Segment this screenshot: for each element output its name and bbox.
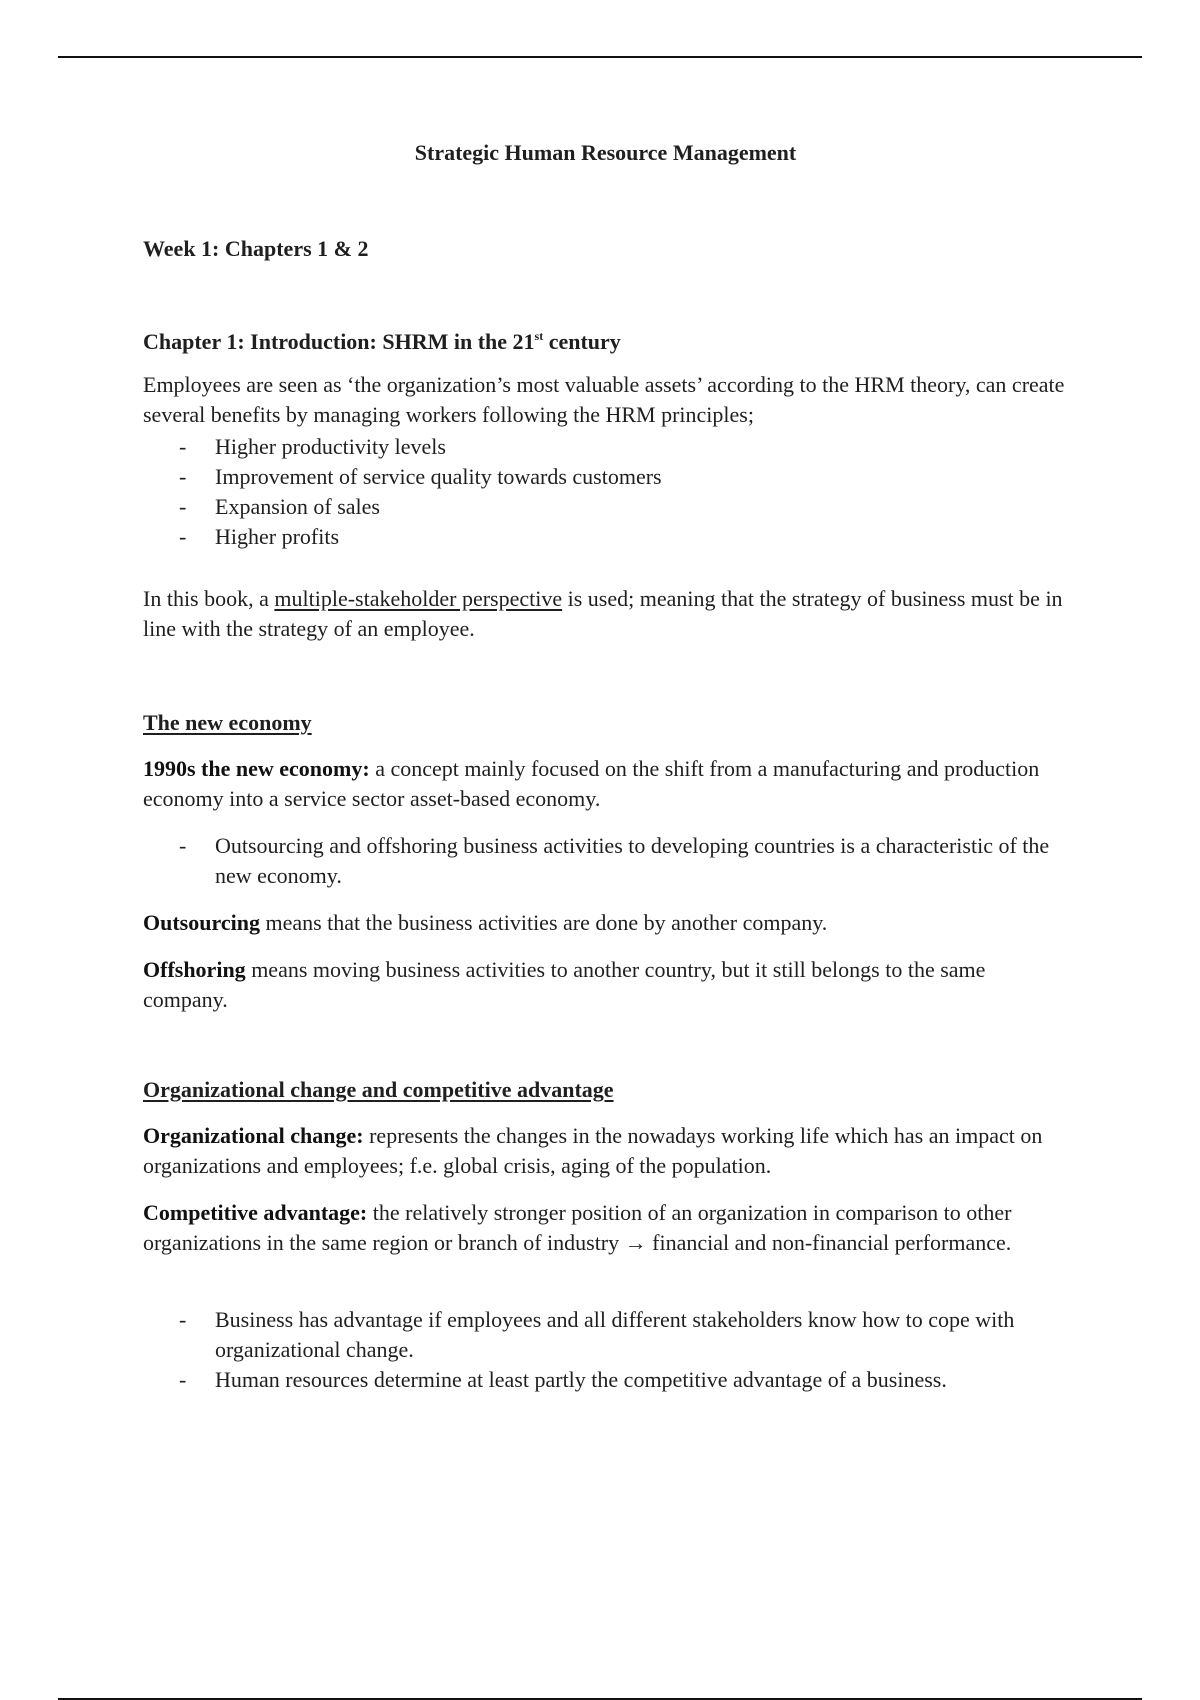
dash-bullet: - xyxy=(179,833,187,858)
org-change-text: represents the changes in the nowadays working life which has an impact on organizations and employees; f.e. global crisis, aging of the population. xyxy=(143,1123,1043,1178)
list-item xyxy=(143,462,1068,492)
list-item-text: Expansion of sales xyxy=(215,494,380,519)
chapter-1-title-text: Chapter 1: Introduction: SHRM in the 21 xyxy=(143,329,535,354)
new-economy-heading: The new economy xyxy=(143,710,312,735)
offshoring-text: means moving business activities to another country, but it still belongs to the same company. xyxy=(143,957,986,1012)
perspective-text-start: In this book, a xyxy=(143,586,275,611)
intro-paragraph: Employees are seen as ‘the organization’s most valuable assets’ according to the HRM theory, can create several benefits by managing workers following the HRM principles; xyxy=(143,372,1065,427)
offshoring-paragraph xyxy=(143,955,1068,1015)
new-economy-definition xyxy=(143,754,1068,814)
list-item xyxy=(143,1365,1068,1395)
new-economy-term: 1990s the new economy: xyxy=(143,756,370,781)
outsourcing-term: Outsourcing xyxy=(143,910,260,935)
list-item-text: Business has advantage if employees and all different stakeholders know how to cope with organizational change. xyxy=(215,1307,1015,1362)
dash-bullet: - xyxy=(179,494,187,519)
dash-bullet: - xyxy=(179,1367,187,1392)
perspective-text-end: is used; meaning that the strategy of business must be in line with the strategy of an employee. xyxy=(143,586,1063,641)
outsourcing-paragraph xyxy=(143,908,1068,938)
list-item-text: Human resources determine at least partly the competitive advantage of a business. xyxy=(215,1367,947,1392)
org-change-list xyxy=(143,1305,1068,1395)
perspective-term: multiple-stakeholder perspective xyxy=(274,586,563,611)
list-item-text: Outsourcing and offshoring business activities to developing countries is a characteristic of the new economy. xyxy=(215,833,1050,888)
new-economy-definition-text: a concept mainly focused on the shift from a manufacturing and production economy into a service sector asset-based economy. xyxy=(143,756,1040,811)
chapter-1-title-suffix: century xyxy=(543,329,621,354)
list-item-text: Improvement of service quality towards customers xyxy=(215,464,662,489)
competitive-advantage-text: the relatively stronger position of an organization in comparison to other organizations in the same region or branch of industry → financial and non-financial performance. xyxy=(143,1200,1012,1255)
org-change-term: Organizational change: xyxy=(143,1123,364,1148)
document-page xyxy=(143,138,1068,1392)
org-change-heading: Organizational change and competitive advantage xyxy=(143,1077,614,1102)
document-title: Strategic Human Resource Management xyxy=(414,140,797,165)
chapter-1-title xyxy=(143,327,621,357)
chapter-1-title-ordinal: st xyxy=(534,329,544,343)
dash-bullet: - xyxy=(179,1307,187,1332)
benefits-list xyxy=(143,432,1068,552)
list-item xyxy=(143,831,1068,891)
list-item-text: Higher profits xyxy=(215,524,340,549)
list-item-text: Higher productivity levels xyxy=(215,434,446,459)
dash-bullet: - xyxy=(179,464,187,489)
list-item xyxy=(143,522,1068,552)
perspective-paragraph xyxy=(143,584,1068,644)
org-change-paragraph xyxy=(143,1121,1068,1181)
new-economy-list xyxy=(143,831,1068,891)
competitive-advantage-term: Competitive advantage: xyxy=(143,1200,368,1225)
header-rule xyxy=(58,56,1142,58)
dash-bullet: - xyxy=(179,524,187,549)
offshoring-term: Offshoring xyxy=(143,957,246,982)
dash-bullet: - xyxy=(179,434,187,459)
list-item xyxy=(143,492,1068,522)
list-item xyxy=(143,432,1068,462)
outsourcing-text: means that the business activities are done by another company. xyxy=(259,910,828,935)
competitive-advantage-paragraph xyxy=(143,1198,1068,1258)
week-heading: Week 1: Chapters 1 & 2 xyxy=(143,236,369,261)
list-item xyxy=(143,1305,1068,1365)
